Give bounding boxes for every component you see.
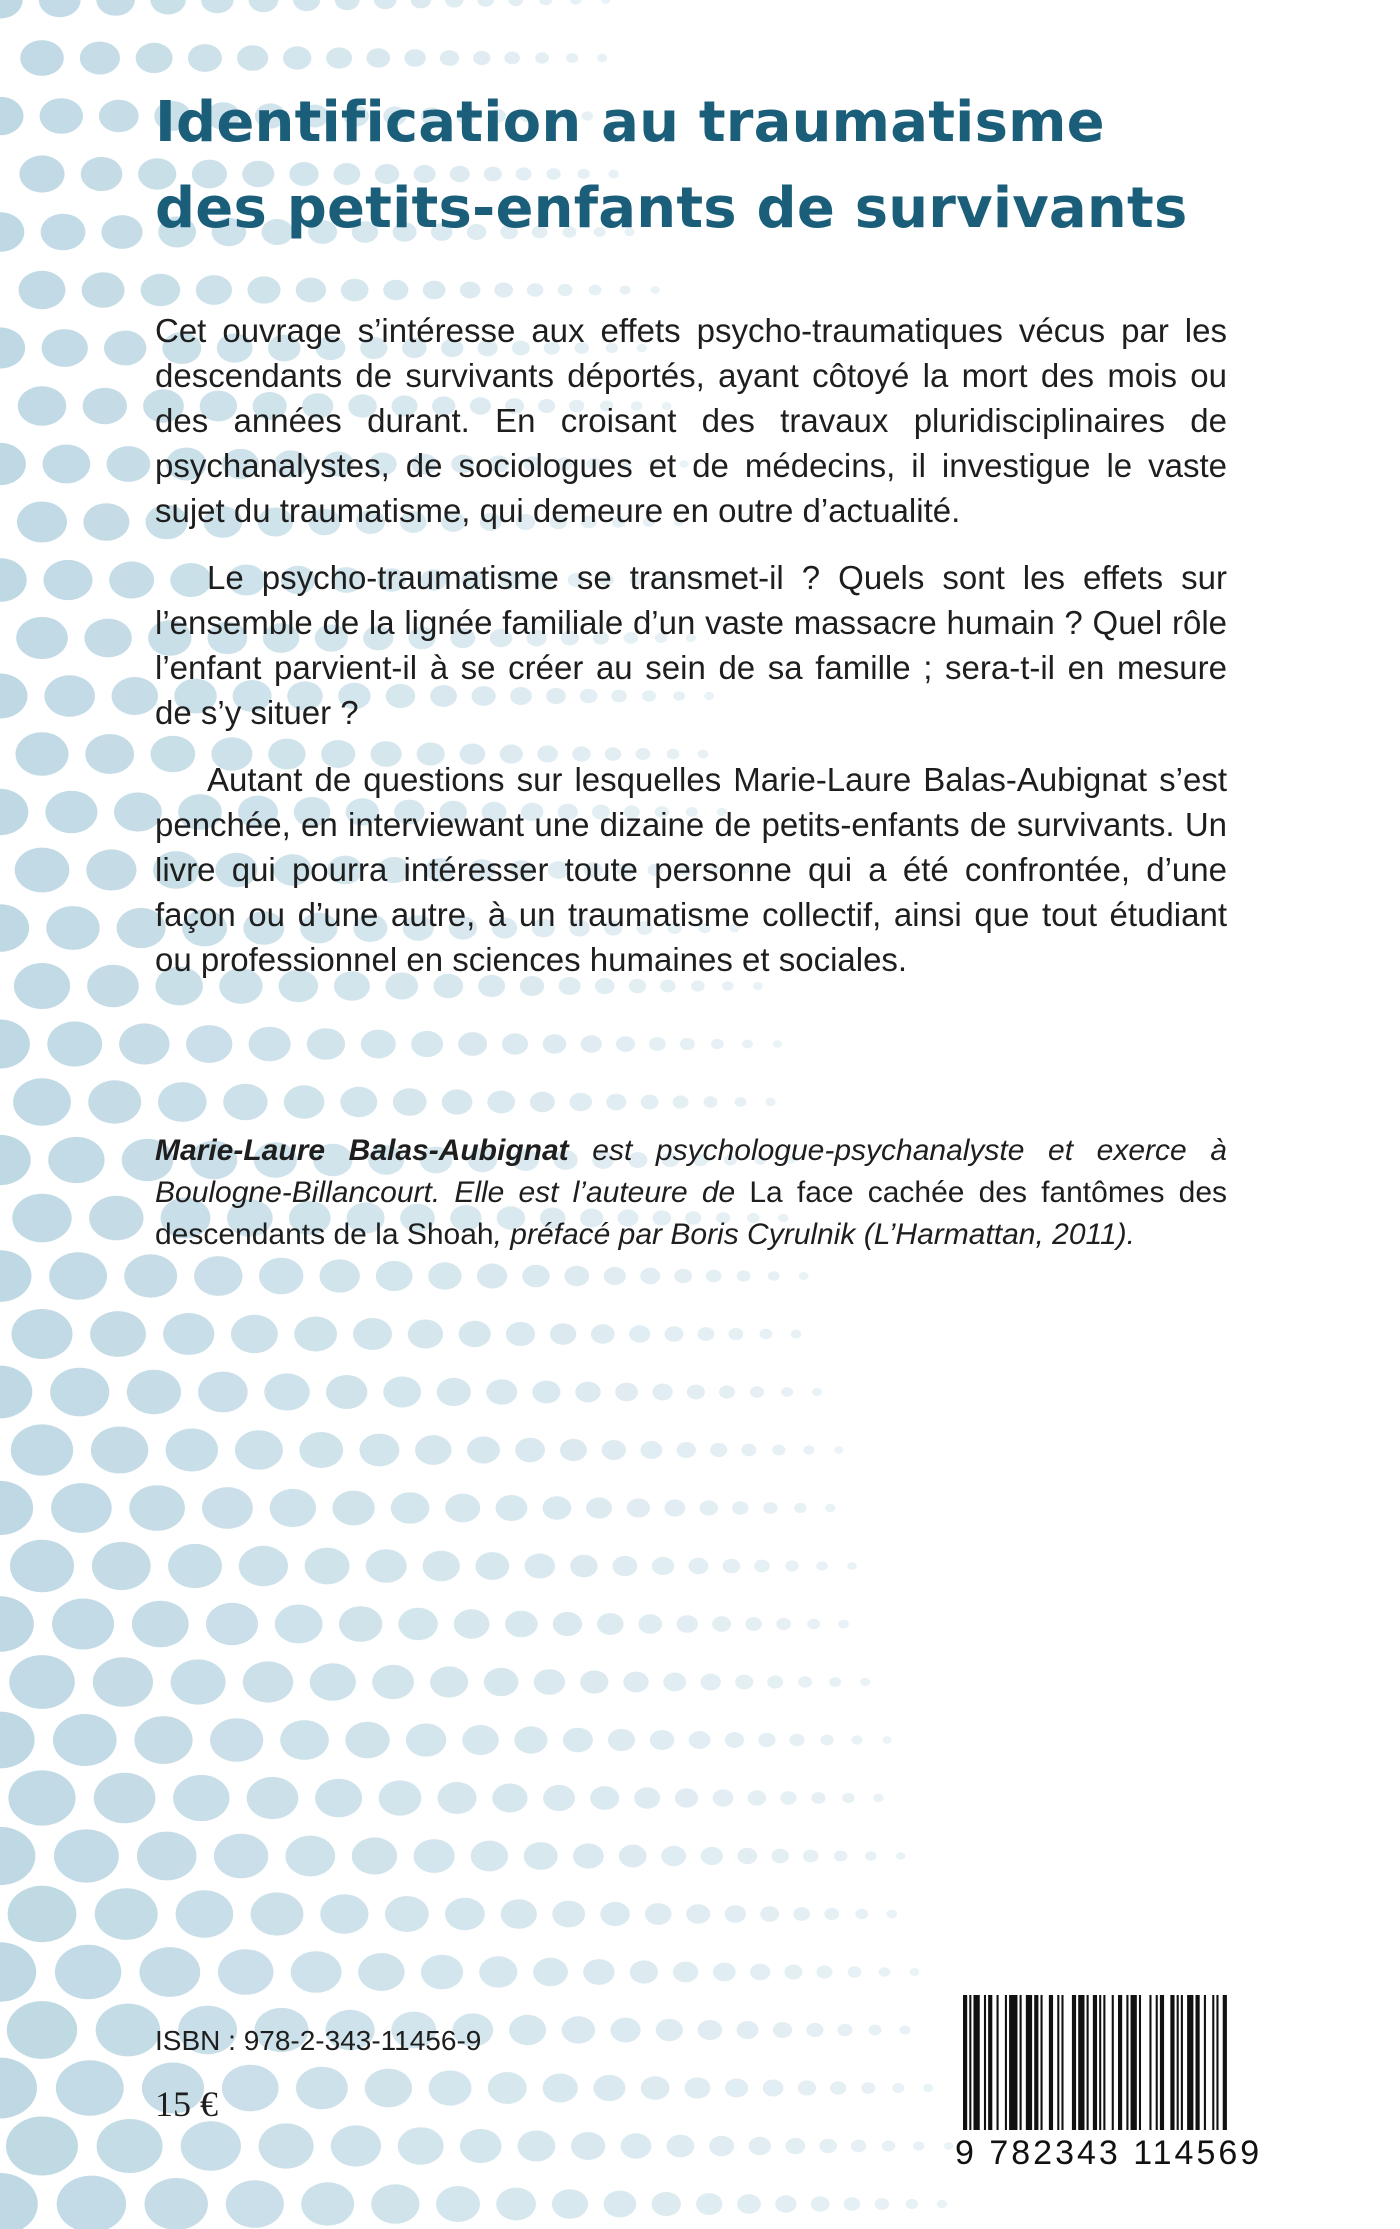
barcode-bar — [1087, 1995, 1089, 2130]
barcode-bar — [1103, 1995, 1105, 2130]
barcode-bar — [997, 1995, 999, 2130]
barcode-bar — [1049, 1995, 1053, 2130]
barcode-bar — [1149, 1995, 1151, 2130]
barcode-bar — [1156, 1995, 1158, 2130]
barcode-bar — [1072, 1995, 1076, 2130]
summary-paragraph-2: Le psycho-traumatisme se transmet-il ? Quels sont les effets sur l’ensemble de la lignée familiale d’un vaste massacre humain ? Quel rôle l’enfant parvient-il à se créer au sein de sa famille ; sera-t-il en mesure de s’y situer ? — [155, 559, 1227, 731]
barcode-bar — [1216, 1995, 1218, 2130]
barcode-bar — [1131, 1995, 1137, 2130]
barcode-bar — [1170, 1995, 1174, 2130]
isbn-number: ISBN : 978-2-343-11456-9 — [155, 2025, 482, 2056]
book-title — [155, 80, 1255, 252]
author-bio-text-2: , préfacé par Boris Cyrulnik (L’Harmattan, 2011). — [493, 1218, 1135, 1251]
barcode-bar — [1034, 1995, 1038, 2130]
barcode-bar — [1093, 1995, 1097, 2130]
author-bio-text-1: est psychologue-psychanalyste et exerce à Boulogne-Billancourt. Elle est l’auteure de — [155, 1134, 1227, 1209]
barcode-bar — [1005, 1995, 1007, 2130]
price: 15 € — [155, 2084, 218, 2124]
barcode-bar — [984, 1995, 986, 2130]
barcode-bar — [963, 1995, 967, 2130]
barcode-bar — [1126, 1995, 1128, 2130]
barcode-bar — [973, 1995, 979, 2130]
barcode-bar — [1041, 1995, 1043, 2130]
barcode-bar — [1181, 1995, 1183, 2130]
author-bio — [155, 1130, 1227, 1256]
summary-paragraph-3: Autant de questions sur lesquelles Marie-Laure Balas-Aubignat s’est penchée, en interviewant une dizaine de petits-enfants de survivants. Un livre qui pourra intéresser toute personne qui a été confrontée, d’une façon ou d’une autre, à un traumatisme collectif, ainsi que tout étudiant ou professionnel en sciences humaines et sociales. — [155, 761, 1227, 978]
barcode-bar — [1112, 1995, 1114, 2130]
barcode-bar — [1061, 1995, 1063, 2130]
barcode-bar — [1020, 1995, 1022, 2130]
barcode-digits: 9 782343 114569 — [955, 2134, 1263, 2172]
barcode-bar — [1139, 1995, 1141, 2130]
barcode-bar — [1078, 1995, 1084, 2130]
barcode-bar — [988, 1995, 992, 2130]
book-reference-title: La face cachée des fantômes des descendants de la Shoah — [155, 1176, 1227, 1251]
barcode-bar — [1057, 1995, 1059, 2130]
barcode — [955, 1985, 1263, 2185]
barcode-bar — [1099, 1995, 1101, 2130]
book-title-line-2: des petits-enfants de survivants — [155, 176, 1188, 241]
barcode-bar — [1223, 1995, 1227, 2130]
barcode-bar — [1160, 1995, 1164, 2130]
author-name: Marie-Laure Balas-Aubignat — [155, 1134, 569, 1167]
barcode-bar — [1212, 1995, 1214, 2130]
barcode-bar — [1177, 1995, 1179, 2130]
barcode-bar — [969, 1995, 971, 2130]
barcode-bar — [1195, 1995, 1199, 2130]
barcode-bar — [1009, 1995, 1017, 2130]
barcode-bars — [963, 1995, 1229, 2130]
barcode-bar — [1118, 1995, 1122, 2130]
summary-paragraph-1: Cet ouvrage s’intéresse aux effets psycho-traumatiques vécus par les descendants de survivants déportés, ayant côtoyé la mort des mois ou des années durant. En croisant des travaux pluridisciplinaires de psychanalystes, de sociologues et de médecins, il investigue le vaste sujet du traumatisme, qui demeure en outre d’actualité. — [155, 312, 1227, 529]
book-title-line-1: Identification au traumatisme — [155, 90, 1105, 155]
barcode-bar — [1187, 1995, 1193, 2130]
barcode-bar — [1204, 1995, 1206, 2130]
barcode-bar — [1026, 1995, 1032, 2130]
